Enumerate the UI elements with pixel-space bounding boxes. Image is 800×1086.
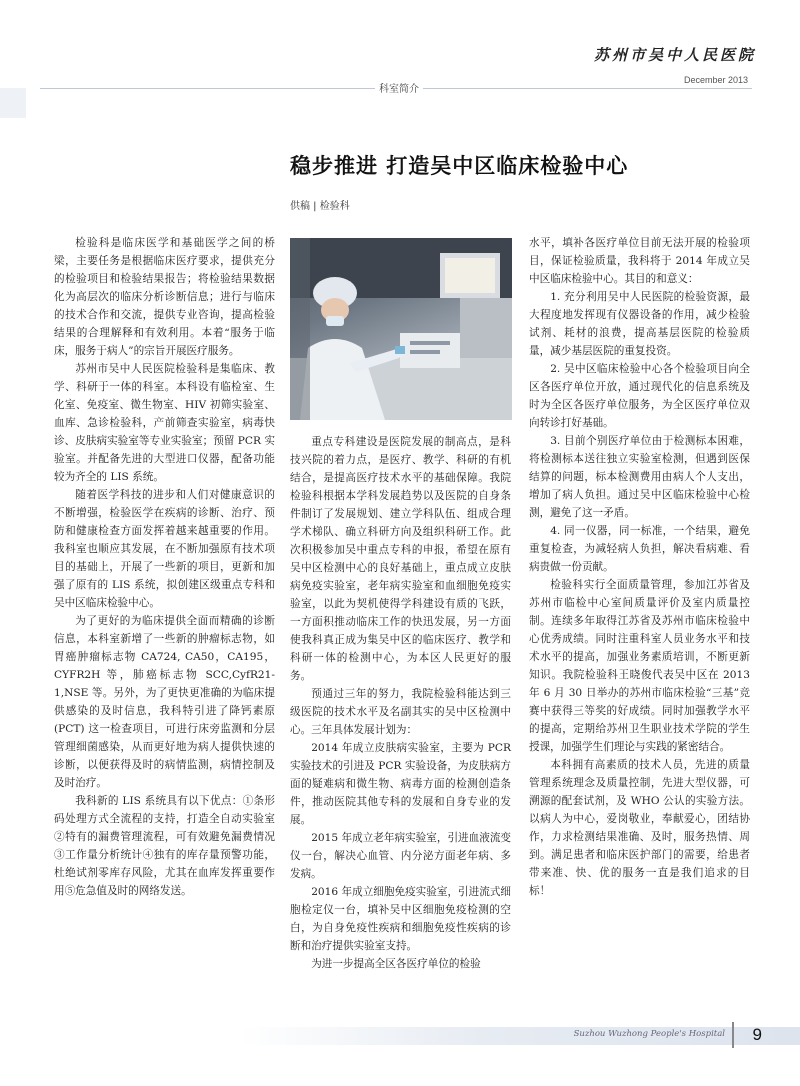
article-title: 稳步推进 打造吴中区临床检验中心 xyxy=(290,154,629,178)
paragraph: 为进一步提高全区各医疗单位的检验 xyxy=(311,958,481,970)
paragraph: 我科新的 LIS 系统具有以下优点：①条形码处理方式全流程的支持，打造全自动实验室②特有的漏费管理流程，可有效避免漏费情况③工作量分析统计④独有的库存量预警功能，杜绝试剂零库存风险，尤其在血库发挥重要作用⑤危急值及时的网络发送。 xyxy=(54,795,275,897)
lab-technician-illustration xyxy=(290,238,512,420)
header-side-tab xyxy=(0,88,26,118)
text-column-1 xyxy=(54,234,275,900)
article-byline: 供稿 | 检验科 xyxy=(290,201,350,212)
text-column-2 xyxy=(290,433,511,973)
paragraph: 2016 年成立细胞免疫实验室，引进流式细胞检定仪一台，填补吴中区细胞免疫检测的空白，为自身免疫性疾病和细胞免疫性疾病的诊断和治疗提供实验室支持。 xyxy=(290,886,512,952)
page-number: 9 xyxy=(732,1022,762,1048)
paragraph: 2015 年成立老年病实验室，引进血液流变仪一台，解决心血管、内分泌方面老年病、多发病。 xyxy=(290,832,512,880)
paragraph: 为了更好的为临床提供全面而精确的诊断信息，本科室新增了一些新的肿瘤标志物，如胃癌肿瘤标志物 CA724, CA50，CA195，CYFR2H 等，肺癌标志物 SCC,CyfR21-1,NSE 等。另外，为了更快更准确的为临床提供感染的及时信息，我科特引进了降钙素原 (PCT) 这一检查项目，可进行床旁监测和分层管理细菌感染，从而更好地为病人提供快速的诊断，以便获得及时的病情监测，病情控制及及时治疗。 xyxy=(54,615,275,789)
issue-date: December 2013 xyxy=(683,75,748,85)
section-label: 科室简介 xyxy=(375,80,423,95)
footer-hospital-name: Suzhou Wuzhong People's Hospital xyxy=(573,1029,725,1039)
paragraph-continued: 水平，填补各医疗单位目前无法开展的检验项目，保证检验质量，我科将于 2014 年成立吴中区临床检验中心。其目的和意义： xyxy=(529,237,750,285)
paragraph: 预通过三年的努力，我院检验科能达到三级医院的技术水平及名副其实的吴中区检测中心。三年具体发展计划为： xyxy=(290,688,511,736)
paragraph: 检验科是临床医学和基础医学之间的桥梁，主要任务是根据临床医疗要求，提供充分的检验项目和检验结果报告；将检验结果数据化为高层次的临床分析诊断信息；进行与临床的技术合作和交流，提供专业咨询，提高检验结果的合理解释和有效利用。本着“服务于临床，服务于病人”的宗旨开展医疗服务。 xyxy=(54,237,275,357)
paragraph: 检验科实行全面质量管理，参加江苏省及苏州市临检中心室间质量评价及室内质量控制。连续多年取得江苏省及苏州市临床检验中心优秀成绩。同时注重科室人员业务水平和技术水平的提高，加强业务素质培训，不断更新知识。我院检验科王晓俊代表吴中区在 2013 年 6 月 30 日举办的苏州市临床检验“三基”竞赛中获得三等奖的好成绩。同时加强教学水平的提高，定期给苏州卫生职业技术学院的学生授课，加强学生们理论与实践的紧密结合。 xyxy=(529,579,750,753)
paragraph: 3. 目前个别医疗单位由于检测标本困难，将检测标本送往独立实验室检测，但遇到医保结算的问题，标本检测费用由病人个人支出，增加了病人负担。通过吴中区临床检验中心检测，避免了这一矛盾。 xyxy=(529,435,750,519)
paragraph: 苏州市吴中人民医院检验科是集临床、教学、科研于一体的科室。本科设有临检室、生化室、免疫室、微生物室、HIV 初筛实验室、血库、急诊检验科，产前筛查实验室，病毒快诊、皮肤病实验室等专业实验室；预留 PCR 实验室。并配备先进的大型进口仪器，配备功能较为齐全的 LIS 系统。 xyxy=(54,363,275,483)
paragraph: 随着医学科技的进步和人们对健康意识的不断增强，检验医学在疾病的诊断、治疗、预防和健康检查方面发挥着越来越重要的作用。我科室也顺应其发展，在不断加强原有技术项目的基础上，开展了一些新的项目，更新和加强了原有的 LIS 系统，拟创建区级重点专科和吴中区临床检验中心。 xyxy=(54,489,275,609)
paragraph: 1. 充分利用吴中人民医院的检验资源，最大程度地发挥现有仪器设备的作用，减少检验试剂、耗材的浪费，提高基层医院的检验质量，减少基层医院的重复投资。 xyxy=(529,291,750,357)
paragraph: 4. 同一仪器，同一标准，一个结果，避免重复检查，为减轻病人负担，解决看病难、看病贵做一份贡献。 xyxy=(529,525,750,573)
hospital-name: 苏州市吴中人民医院 xyxy=(593,46,756,64)
paragraph: 本科拥有高素质的技术人员，先进的质量管理系统理念及质量控制，先进大型仪器，可溯源的配套试剂，及 WHO 公认的实验方法。以病人为中心，爱岗敬业，奉献爱心，团结协作，力求检测结果准确、及时，服务热情、周到。满足患者和临床医护部门的需要，给患者带来准、快、优的服务一直是我们追求的目标！ xyxy=(529,759,750,897)
paragraph: 2014 年成立皮肤病实验室，主要为 PCR 实验技术的引进及 PCR 实验设备，为皮肤病方面的疑难病和微生物、病毒方面的检测创造条件，推动医院其他专科的发展和自身专业的发展。 xyxy=(290,742,511,826)
paragraph: 2. 吴中区临床检验中心各个检验项目向全区各医疗单位开放，通过现代化的信息系统及时为全区各医疗单位服务，为全区医疗单位双向转诊打好基础。 xyxy=(529,363,750,429)
lab-photo xyxy=(290,238,512,420)
text-column-3 xyxy=(529,234,750,900)
paragraph: 重点专科建设是医院发展的制高点，是科技兴院的着力点，是医疗、教学、科研的有机结合，是提高医疗技术水平的基础保障。我院检验科根据本学科发展趋势以及医院的自身条件制订了发展规划、建立学科队伍、组成合理学术梯队、确立科研方向及组织科研工作。此次积极参加吴中重点专科的申报，希望在原有吴中区检测中心的良好基础上，重点成立皮肤病免疫实验室，老年病实验室和血细胞免疫实验室，以此为契机使得学科建设有质的飞跃，一方面积推动临床工作的快迅发展，另一方面使我科真正成为集吴中区的临床医疗、教学和科研一体的检测中心，为本区人民更好的服务。 xyxy=(290,436,511,682)
